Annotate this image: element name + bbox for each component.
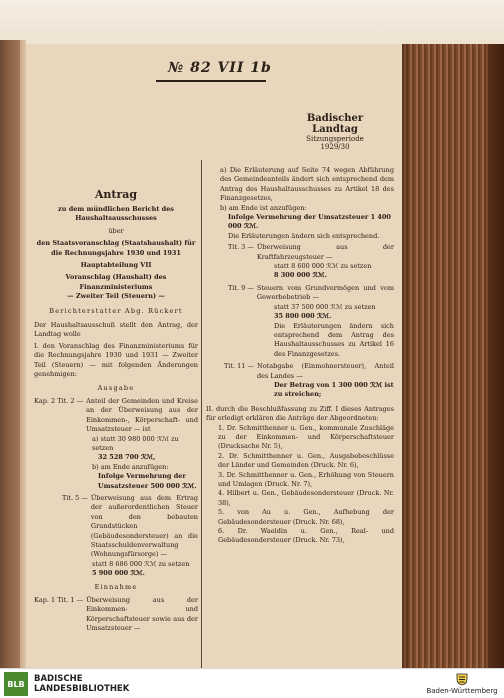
kap2-a-value: 32 528 700 ℛℳ, <box>98 453 156 462</box>
main-department: Hauptabteilung VII <box>80 261 152 270</box>
motion-list <box>206 424 394 546</box>
library-name <box>34 674 129 694</box>
book-cover-edge <box>488 44 504 668</box>
background-top <box>0 0 504 40</box>
viewer-footer <box>0 668 504 698</box>
motion-list-item: 5. von Au u. Gen., Aufhebung der Gebäudesondersteuer (Druck. Nr. 68), <box>218 508 394 526</box>
motion-item-1: I. den Voranschlag des Finanzministeriums für die Rechnungsjahre 1930 und 1931 — Zweiter Teil (Steuern) — mit folgenden Änderungen genehmigen: <box>34 341 198 379</box>
tit5-text: Überweisung aus dem Ertrag der außerordentlichen Steuer von den bebauten Grundstücken (Gebäudesondersteuer) an die Staatsschuldenverwaltung (Wohnungsfürsorge) — <box>90 493 198 559</box>
heading-einnahme: Einnahme <box>94 582 138 591</box>
document-number-underline <box>156 80 266 82</box>
budget-item-tit5 <box>34 494 198 560</box>
library-name-line1: BADISCHE <box>34 674 83 684</box>
budget-item-tit3 <box>206 243 394 262</box>
tit11-value: Der Betrag von 1 300 000 ℛℳ ist zu streichen; <box>274 380 394 399</box>
tit5-label: Tit. 5 — <box>62 493 88 502</box>
tit11-label: Tit. 11 — <box>224 362 254 371</box>
budget-item-kap1 <box>34 596 198 634</box>
reporter-line: Berichterstatter Abg. Rückert <box>49 306 183 315</box>
region-label: Baden-Württemberg <box>426 687 498 695</box>
kap2-b-value: Infolge Vermehrung der Umsatzsteuer 500 000 ℛℳ. <box>98 472 197 490</box>
note-a: a) Die Erläuterung auf Seite 74 wegen Abführung des Gemeindeanteils ändert sich entsprechend dem Antrag des Haushaltausschusses zu Artikel 18 des Finanzgesetzes, <box>220 166 394 203</box>
budget-part: — Zweiter Teil (Steuern) — <box>67 292 165 301</box>
motion-list-item: 3. Dr. Schmitthenner u. Gen., Erhöhung von Steuern und Umlagen (Druck. Nr. 7), <box>218 470 394 488</box>
kap2-b: b) am Ende anzufügen: <box>92 462 169 471</box>
motion-list-item: 1. Dr. Schmitthenner u. Gen., kommunale Zuschläge zu der Einkommen- und Körperschaftsteuer (Drucksache Nr. 5), <box>218 423 394 451</box>
left-page-edge <box>0 40 20 668</box>
motion-list-item: 2. Dr. Schmitthenner u. Gen., Ausgabebeschlüsse der Länder und Gemeinden (Druck. Nr. 6), <box>218 451 394 470</box>
tit3-label: Tit. 3 — <box>228 243 254 252</box>
motion-list-item: 4. Hilbert u. Gen., Gebäudesondersteuer (Druck. Nr. 38), <box>218 489 394 507</box>
motion-subtitle: zu dem mündlichen Bericht des Haushaltsausschusses <box>58 205 174 223</box>
heading-ausgabe: Ausgabe <box>97 383 135 392</box>
kap2-details <box>34 435 198 491</box>
kap2-label: Kap. 2 Tit. 2 — <box>34 396 84 405</box>
tit3-statt: statt 8 600 000 ℛℳ zu setzen <box>274 262 372 271</box>
tit5-value: 5 900 000 ℛℳ. <box>92 569 145 578</box>
motion-intro: Der Haushaltsausschuß stellt den Antrag, der Landtag wolle <box>34 321 198 339</box>
tit9-details <box>206 303 394 359</box>
tit3-text: Überweisung aus der Kraftfahrzeugsteuer — <box>256 243 394 261</box>
header-session: Sitzungsperiode <box>306 135 364 143</box>
tit11-text: Notabgabe (Einmohnersteuer), Anteil des Landes — <box>257 362 394 380</box>
note-b-value: Infolge Vermehrung der Umsatzsteuer 1 400 000 ℛℳ. <box>228 213 391 231</box>
kap2-text: Anteil der Gemeinden und Kreise an der Überweisung aus der Einkommen-, Körperschaft- und Umsatzsteuer — ist <box>86 396 198 434</box>
tit3-value: 8 300 000 ℛℳ. <box>274 271 327 280</box>
budget-item-tit11 <box>206 362 394 381</box>
document-number: № 82 VII 1b <box>168 60 272 76</box>
motion-item-2: II. durch die Beschlußfassung zu Ziff. I dieses Antrages für erledigt erklären die Anträge der Abgeordneten: <box>206 404 394 423</box>
budget-item-kap2 <box>34 397 198 435</box>
tit9-note: Die Erläuterungen ändern sich entsprechend dem Antrag des Haushaltausschusses zu Artikel 16 des Finanzgesetzes. <box>274 321 394 358</box>
library-name-line2: LANDESBIBLIOTHEK <box>34 684 130 694</box>
motion-title: Antrag <box>94 188 138 201</box>
budget-item-tit9 <box>206 284 394 303</box>
tit3-details <box>206 262 394 281</box>
kap1-text: Überweisung aus der Einkommen- und Körperschaftsteuer sowie aus der Umsatzsteuer — <box>86 596 198 633</box>
tit5-details <box>34 560 198 579</box>
blb-logo-button[interactable]: BLB <box>4 672 28 696</box>
header-year: 1929/30 <box>320 143 350 151</box>
motion-subject: den Staatsvoranschlag (Staatshaushalt) für die Rechnungsjahre 1930 und 1931 <box>36 239 196 257</box>
kap1-label: Kap. 1 Tit. 1 — <box>34 596 84 605</box>
budget-section: Voranschlag (Haushalt) des Finanzministeriums <box>65 273 167 291</box>
tit9-value: 35 800 000 ℛℳ. <box>274 312 332 321</box>
kap2-a: a) statt 30 980 000 ℛℳ zu setzen <box>92 434 179 452</box>
note-b: b) am Ende ist anzufügen: <box>220 203 307 212</box>
tit9-text: Steuern vom Grundvermögen und vom Gewerbebetrieb — <box>256 283 394 302</box>
motion-list-item: 6. Dr. Waeldin u. Gen., Real- und Gebäudesondersteuer (Druck. Nr. 73), <box>218 527 394 545</box>
tit9-statt: statt 37 500 000 ℛℳ zu setzen <box>274 302 376 311</box>
left-column <box>34 188 198 634</box>
motion-subtitle-ueber: über <box>108 226 124 235</box>
right-column <box>206 166 394 546</box>
coat-of-arms-icon <box>455 672 469 686</box>
session-header <box>290 113 380 151</box>
page-stack-shadow <box>402 44 412 668</box>
tit5-statt: statt 8 686 000 ℛℳ zu setzen <box>92 559 190 568</box>
note-c: Die Erläuterungen ändern sich entsprechend. <box>228 231 380 240</box>
header-parliament: Badischer Landtag <box>306 113 364 135</box>
tit9-label: Tit. 9 — <box>228 283 254 292</box>
column-divider <box>201 160 202 668</box>
